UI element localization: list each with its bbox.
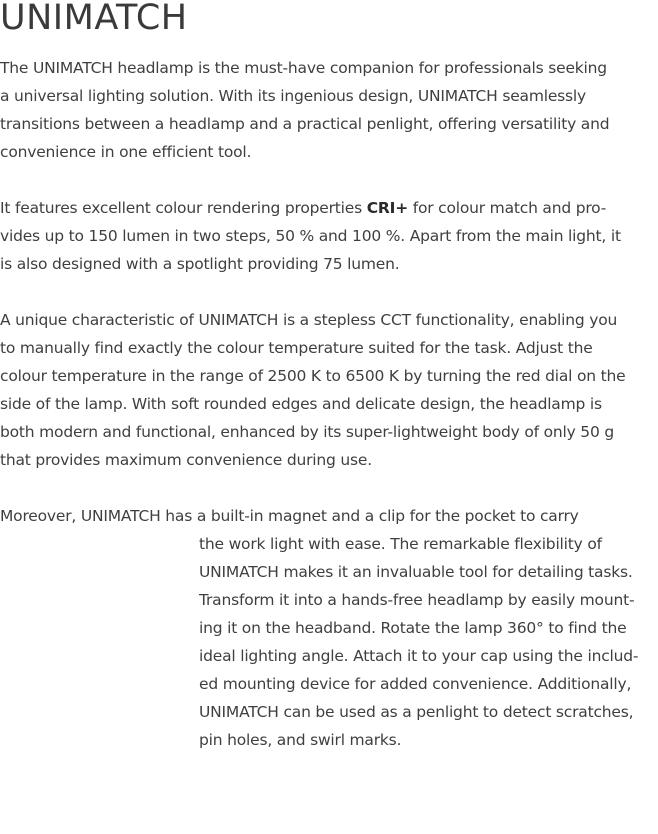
paragraph-1-line: convenience in one efficient tool.: [0, 143, 252, 161]
paragraph-3-line: colour temperature in the range of 2500 K to 6500 K by turning the red dial on the: [0, 367, 626, 385]
paragraph-2-text: It features excellent colour rendering properties: [0, 199, 367, 217]
paragraph-4-line: the work light with ease. The remarkable flexibility of: [199, 535, 602, 553]
paragraph-3-line: side of the lamp. With soft rounded edges and delicate design, the headlamp is: [0, 395, 602, 413]
paragraph-4-line: ing it on the headband. Rotate the lamp 360° to find the: [199, 619, 627, 637]
paragraph-4-line: pin holes, and swirl marks.: [199, 731, 402, 749]
paragraph-2-line: is also designed with a spotlight providing 75 lumen.: [0, 255, 400, 273]
paragraph-3-line: that provides maximum convenience during use.: [0, 451, 372, 469]
paragraph-1-line: a universal lighting solution. With its ingenious design, UNIMATCH seamlessly: [0, 87, 587, 105]
paragraph-4-line: UNIMATCH can be used as a penlight to detect scratches,: [199, 703, 634, 721]
paragraph-3-line: to manually find exactly the colour temperature suited for the task. Adjust the: [0, 339, 593, 357]
paragraph-1-line: The UNIMATCH headlamp is the must-have companion for professionals seeking: [0, 59, 607, 77]
paragraph-4-line: Transform it into a hands-free headlamp by easily mount-: [199, 591, 635, 609]
paragraph-1-line: transitions between a headlamp and a practical penlight, offering versatility and: [0, 115, 610, 133]
paragraph-4-line: Moreover, UNIMATCH has a built-in magnet and a clip for the pocket to carry: [0, 507, 579, 525]
paragraph-3-line: both modern and functional, enhanced by its super-lightweight body of only 50 g: [0, 423, 614, 441]
cri-plus-emphasis: CRI+: [366, 199, 408, 217]
paragraph-2-text: for colour match and pro-: [407, 199, 607, 217]
paragraph-4-line: ed mounting device for added convenience. Additionally,: [199, 675, 632, 693]
paragraph-4-line: UNIMATCH makes it an invaluable tool for detailing tasks.: [199, 563, 633, 581]
paragraph-4-line: ideal lighting angle. Attach it to your cap using the includ-: [199, 647, 639, 665]
paragraph-2-line: vides up to 150 lumen in two steps, 50 % and 100 %. Apart from the main light, it: [0, 227, 621, 245]
page-title: UNIMATCH: [0, 0, 188, 38]
paragraph-3-line: A unique characteristic of UNIMATCH is a stepless CCT functionality, enabling you: [0, 311, 618, 329]
paragraph-2-line: [0, 198, 606, 218]
